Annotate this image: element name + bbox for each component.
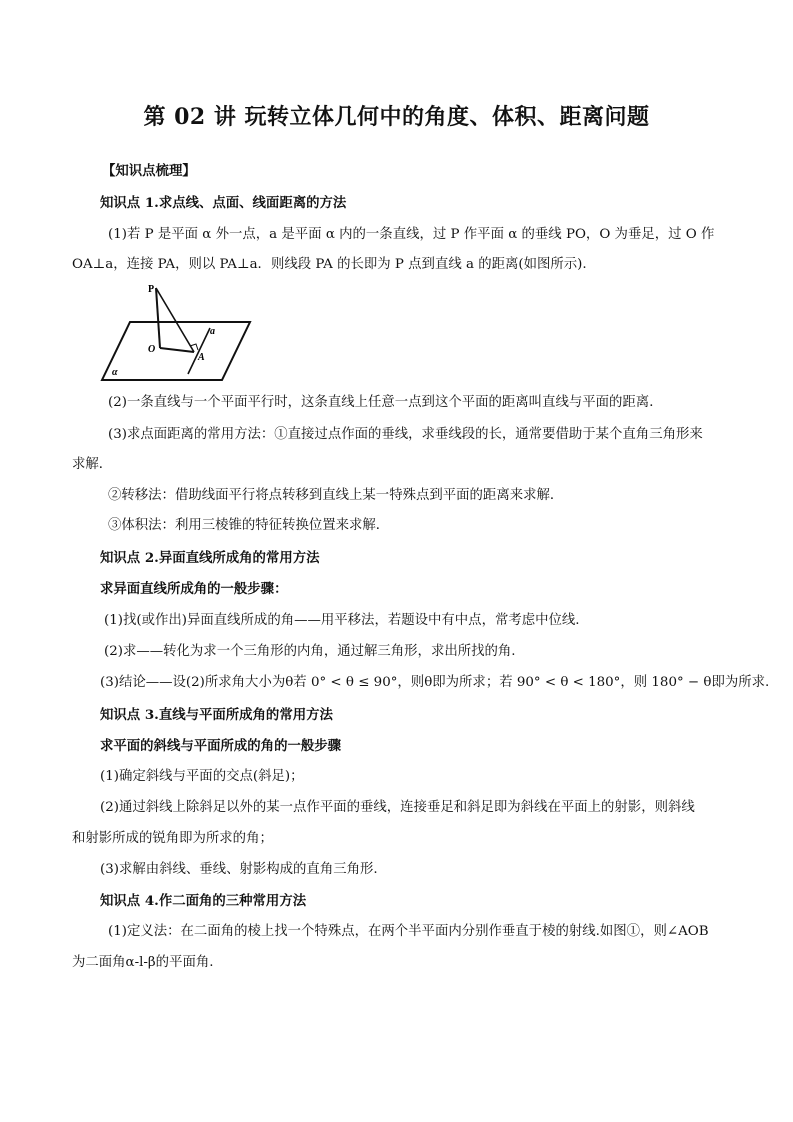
kp3-step3: (3)求解由斜线、垂线、射影构成的直角三角形.	[100, 862, 378, 877]
label-a-point: A	[198, 352, 205, 363]
point-line-distance-figure	[100, 282, 252, 384]
kp3-heading: 知识点 3.直线与平面所成角的常用方法	[100, 707, 333, 723]
kp3-subheading: 求平面的斜线与平面所成的角的一般步骤	[100, 738, 342, 754]
page-title: 第 02 讲 玩转立体几何中的角度、体积、距离问题	[143, 104, 650, 130]
kp1-p5: ③体积法：利用三棱锥的特征转换位置来求解．	[108, 518, 390, 533]
kp1-p1-line1: (1)若 P 是平面 α 外一点，a 是平面 α 内的一条直线，过 P 作平面 α 的垂线 PO，O 为垂足，过 O 作	[108, 227, 715, 242]
kp4-step1-line1: (1)定义法：在二面角的棱上找一个特殊点，在两个半平面内分别作垂直于棱的射线.如图①，则∠AOB	[108, 924, 709, 939]
kp1-p3-line2: 求解．	[72, 457, 113, 472]
kp3-step2-line2: 和射影所成的锐角即为所求的角；	[72, 831, 273, 846]
label-o: O	[148, 344, 156, 355]
kp4-heading: 知识点 4.作二面角的三种常用方法	[100, 893, 307, 909]
kp1-heading: 知识点 1.求点线、点面、线面距离的方法	[100, 195, 347, 211]
segment-pa	[156, 288, 194, 352]
perpendicular-po	[156, 288, 160, 348]
label-p: P	[148, 284, 155, 295]
kp2-step2: (2)求——转化为求一个三角形的内角，通过解三角形，求出所找的角.	[104, 644, 516, 659]
segment-oa	[160, 348, 194, 352]
label-a-line: a	[210, 326, 215, 337]
kp1-p2: (2)一条直线与一个平面平行时，这条直线上任意一点到这个平面的距离叫直线与平面的距离．	[108, 395, 663, 410]
kp3-step1: (1)确定斜线与平面的交点(斜足)；	[100, 769, 304, 784]
kp3-step2-line1: (2)通过斜线上除斜足以外的某一点作平面的垂线，连接垂足和斜足即为斜线在平面上的射影，则斜线	[100, 800, 695, 815]
kp2-step1: (1)找(或作出)异面直线所成的角——用平移法，若题设中有中点，常考虑中位线.	[104, 613, 580, 628]
kp1-p3-line1: (3)求点面距离的常用方法：①直接过点作面的垂线，求垂线段的长，通常要借助于某个直角三角形来	[108, 427, 703, 442]
section-header: 【知识点梳理】	[102, 163, 196, 179]
kp4-step1-line2: 为二面角α-l-β的平面角.	[72, 955, 214, 970]
kp2-step3: (3)结论——设(2)所求角大小为θ若 0° < θ ≤ 90°，则θ即为所求；若 90° < θ < 180°，则 180° − θ即为所求.	[100, 675, 770, 690]
plane-alpha	[102, 322, 250, 380]
kp1-p1-line2: OA⊥a，连接 PA，则以 PA⊥a．则线段 PA 的长即为 P 点到直线 a 的距离(如图所示).	[72, 257, 587, 272]
label-alpha: α	[112, 367, 118, 378]
kp2-heading: 知识点 2.异面直线所成角的常用方法	[100, 550, 320, 566]
kp2-subheading: 求异面直线所成角的一般步骤：	[100, 581, 288, 597]
kp1-p4: ②转移法：借助线面平行将点转移到直线上某一特殊点到平面的距离来求解．	[108, 488, 564, 503]
